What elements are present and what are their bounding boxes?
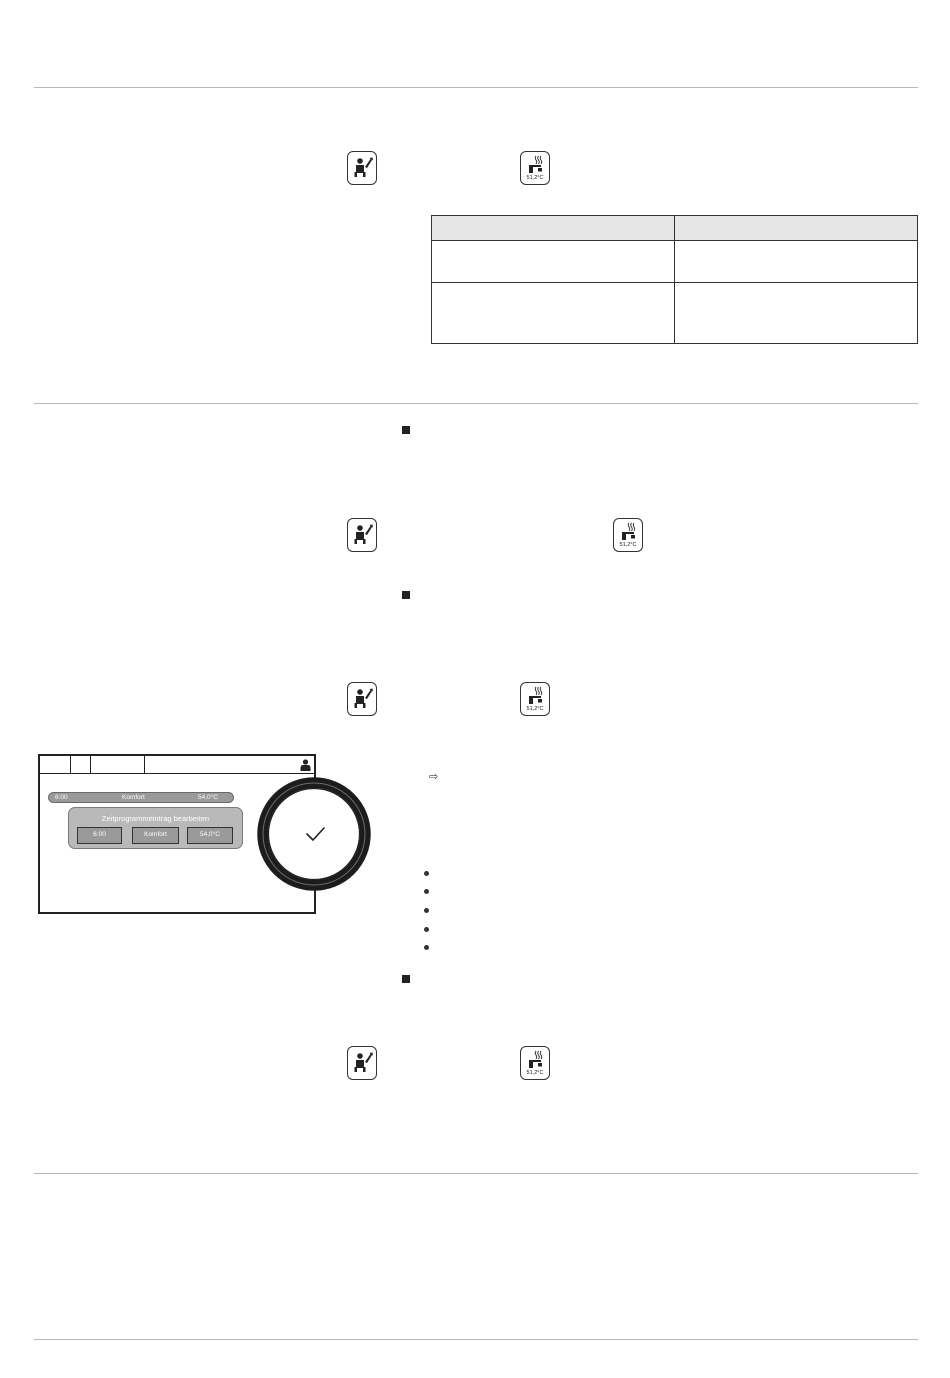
schedule-entry-bar[interactable] <box>48 792 234 803</box>
hot-water-key[interactable] <box>520 682 550 716</box>
temp-field[interactable]: 54,0°C <box>187 827 233 844</box>
separator-2 <box>34 403 918 404</box>
service-tool-icon <box>348 683 378 717</box>
hot-water-temp: 51,2°C <box>526 706 544 712</box>
hot-water-key[interactable] <box>613 518 643 552</box>
service-tool-icon <box>348 519 378 553</box>
result-arrow-icon: ⇨ <box>429 771 439 783</box>
list-bullet <box>424 871 429 876</box>
list-bullet <box>424 908 429 913</box>
person-icon <box>300 759 311 771</box>
table-row-divider <box>432 282 917 283</box>
entry-mode: Komfort <box>122 794 145 801</box>
dialog-title: Zeitprogrammeintrag bearbeiten <box>101 814 210 823</box>
status-bar-line <box>40 773 314 774</box>
menu-key[interactable] <box>347 518 377 552</box>
separator-bottom <box>34 1339 918 1340</box>
separator-3 <box>34 1173 918 1174</box>
time-field[interactable]: 6:00 <box>77 827 122 844</box>
edit-dialog <box>68 807 243 849</box>
hot-water-key[interactable] <box>520 151 550 185</box>
table-column-divider <box>674 216 675 343</box>
list-bullet <box>424 927 429 932</box>
step-marker <box>402 426 410 434</box>
step-marker <box>402 591 410 599</box>
status-divider <box>144 756 145 773</box>
status-divider <box>90 756 91 773</box>
step-marker <box>402 975 410 983</box>
menu-key[interactable] <box>347 151 377 185</box>
status-divider <box>70 756 71 773</box>
hot-water-key[interactable] <box>520 1046 550 1080</box>
hot-water-temp: 51,2°C <box>526 175 544 181</box>
service-tool-icon <box>348 1047 378 1081</box>
hot-water-temp: 51,2°C <box>526 1070 544 1076</box>
separator-top <box>34 87 918 88</box>
list-bullet <box>424 889 429 894</box>
menu-key[interactable] <box>347 1046 377 1080</box>
service-tool-icon <box>348 152 378 186</box>
entry-temp: 54,0°C <box>198 794 218 801</box>
hot-water-temp: 51,2°C <box>619 542 637 548</box>
mode-field[interactable]: Komfort <box>132 827 179 844</box>
info-table <box>431 215 918 344</box>
list-bullet <box>424 945 429 950</box>
entry-time: 6:00 <box>55 794 68 801</box>
menu-key[interactable] <box>347 682 377 716</box>
rotary-knob[interactable] <box>256 776 372 892</box>
